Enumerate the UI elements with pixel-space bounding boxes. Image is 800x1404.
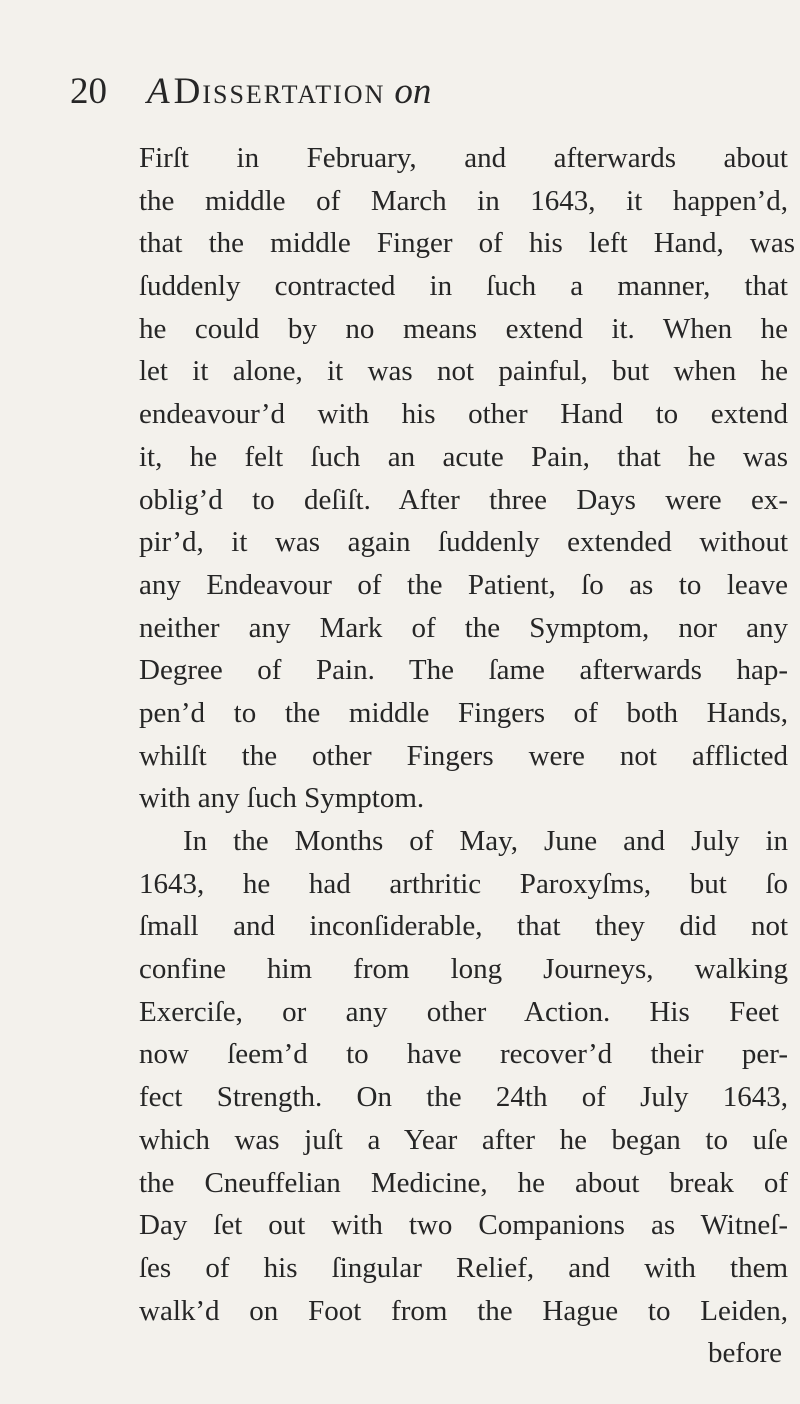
text-line: now ſeem’d to have recover’d their per- [139,1038,788,1071]
text-line: it, he felt ſuch an acute Pain, that he was [139,440,788,473]
text-line: fect Strength. On the 24th of July 1643, [139,1081,788,1114]
text-line: ſmall and inconſiderable, that they did not [139,910,788,943]
page-number: 20 [70,71,107,112]
running-head [70,70,431,130]
running-head-article: A [147,71,170,112]
running-head-on: on [394,71,432,112]
text-line: any Endeavour of the Patient, ſo as to leave [139,568,788,601]
text-line: pen’d to the middle Fingers of both Hands, [139,696,788,729]
text-line: he could by no means extend it. When he [139,312,788,345]
text-line: confine him from long Journeys, walking [139,953,788,986]
text-line: In the Months of May, June and July in [183,825,788,857]
text-line: the middle of March in 1643, it happen’d, [139,184,788,217]
text-line: let it alone, it was not painful, but when he [139,355,788,388]
text-line: Exerciſe, or any other Action. His Feet [139,995,779,1028]
text-line: neither any Mark of the Symptom, nor any [139,611,788,644]
text-line: walk’d on Foot from the Hague to Leiden, [139,1294,788,1327]
text-line: pir’d, it was again ſuddenly extended without [139,526,788,559]
text-line: ſes of his ſingular Relief, and with them [139,1251,788,1284]
text-line: Degree of Pain. The ſame afterwards hap- [139,654,788,687]
text-line: which was juſt a Year after he began to uſe [139,1123,788,1156]
text-line: oblig’d to deſiſt. After three Days were ex- [139,483,788,516]
running-head-title: Dissertation [173,71,386,112]
body-text [139,137,795,1375]
text-line: ſuddenly contracted in ſuch a manner, that [139,270,788,303]
text-line: the Cneuffelian Medicine, he about break of [139,1166,788,1199]
text-line: endeavour’d with his other Hand to extend [139,398,788,431]
text-line: Firſt in February, and afterwards about [139,142,788,174]
text-line: 1643, he had arthritic Paroxyſms, but ſo [139,867,788,900]
text-line: that the middle Finger of his left Hand, was [139,227,795,260]
catchword: before [707,1337,782,1370]
text-line: with any ſuch Symptom. [139,782,425,815]
text-line: Day ſet out with two Companions as Witneſ- [139,1209,788,1242]
text-line: whilſt the other Fingers were not afflicted [139,739,788,772]
